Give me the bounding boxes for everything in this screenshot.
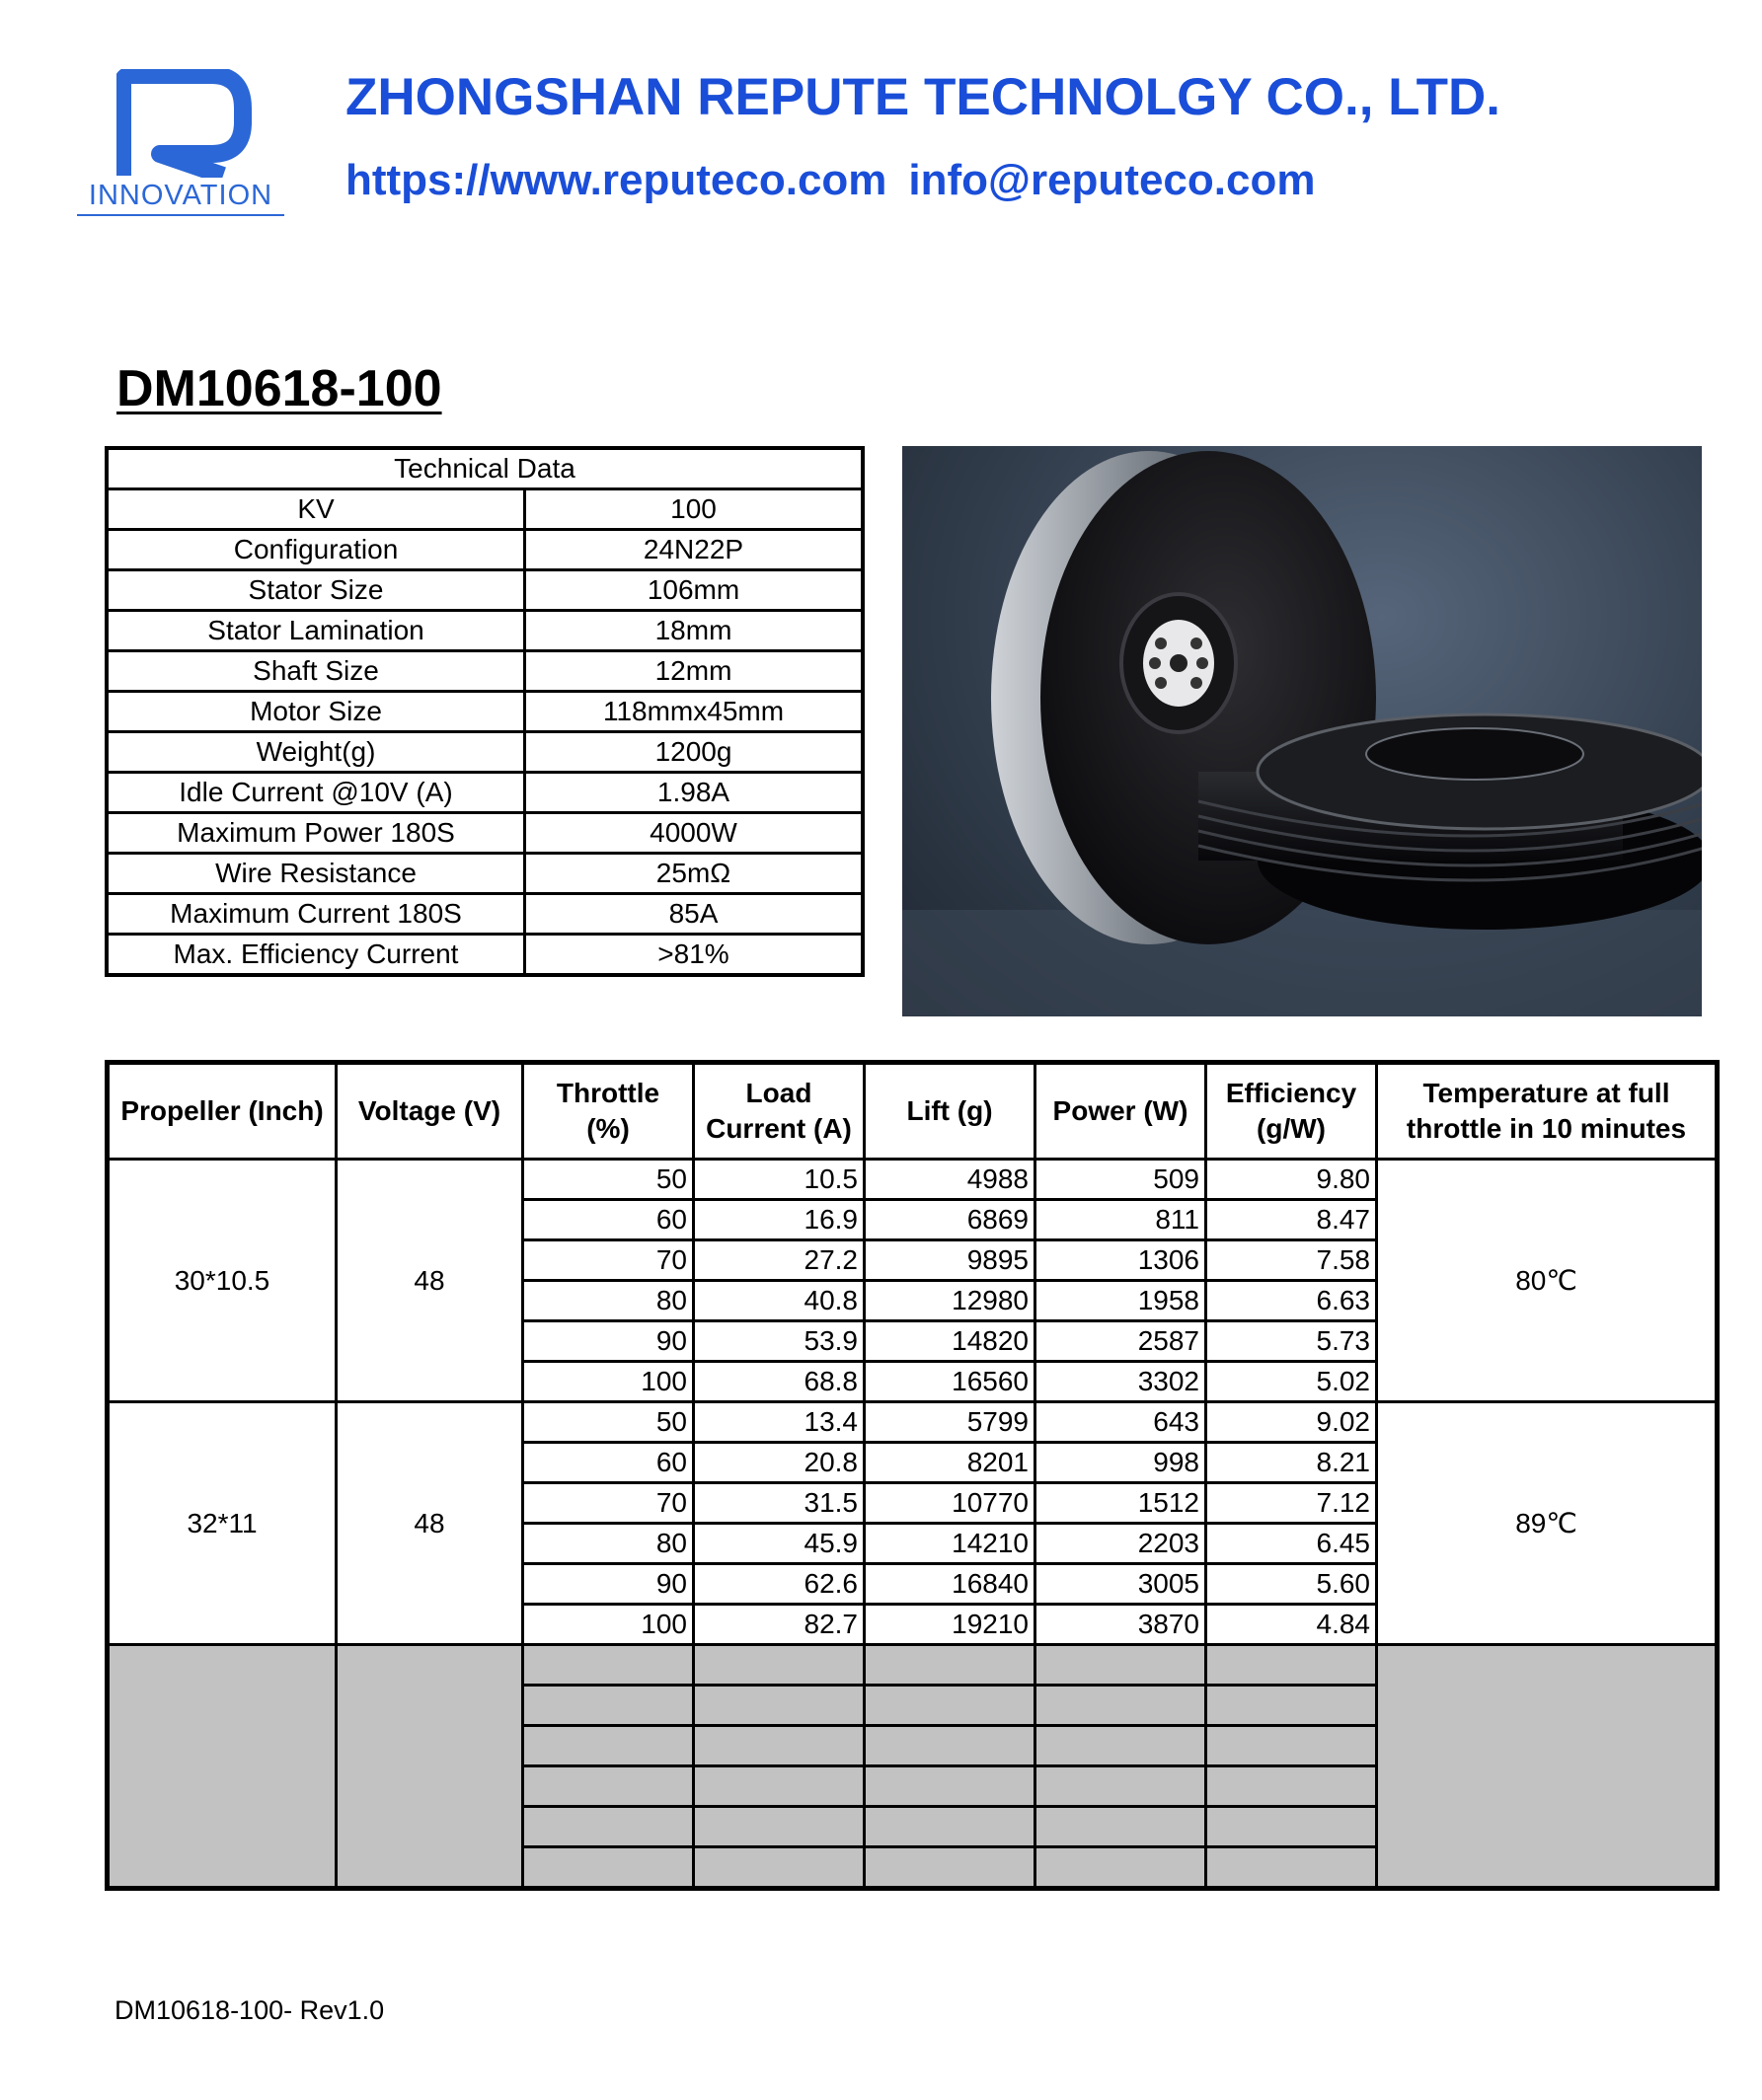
header-temperature — [1377, 1063, 1718, 1160]
efficiency-cell: 5.73 — [1206, 1321, 1377, 1362]
throttle-cell: 100 — [523, 1605, 694, 1645]
throttle-cell: 80 — [523, 1524, 694, 1564]
table-row — [108, 1402, 1718, 1443]
current-cell: 31.5 — [694, 1483, 865, 1524]
company-name: ZHONGSHAN REPUTE TECHNOLGY CO., LTD. — [345, 68, 1500, 126]
blank-cell — [1035, 1847, 1206, 1889]
blank-cell — [1206, 1847, 1377, 1889]
logo-text: INNOVATION — [77, 180, 284, 216]
blank-cell — [523, 1766, 694, 1807]
tech-label: Idle Current @10V (A) — [107, 773, 525, 813]
blank-cell — [694, 1766, 865, 1807]
table-row — [108, 1160, 1718, 1200]
tech-row — [107, 489, 863, 530]
blank-voltage-cell — [337, 1645, 523, 1889]
technical-data-title: Technical Data — [107, 448, 863, 489]
header-throttle-line2: (%) — [586, 1113, 630, 1144]
blank-cell — [865, 1847, 1035, 1889]
throttle-cell: 70 — [523, 1483, 694, 1524]
header-propeller: Propeller (Inch) — [108, 1063, 337, 1160]
tech-label: Stator Lamination — [107, 611, 525, 651]
header-eff-line1: Efficiency — [1225, 1077, 1357, 1108]
blank-temperature-cell — [1377, 1645, 1718, 1889]
current-cell: 68.8 — [694, 1362, 865, 1402]
lift-cell: 9895 — [865, 1240, 1035, 1281]
tech-label: Stator Size — [107, 570, 525, 611]
power-cell: 1958 — [1035, 1281, 1206, 1321]
throttle-cell: 90 — [523, 1321, 694, 1362]
current-cell: 62.6 — [694, 1564, 865, 1605]
header-throttle-line1: Throttle — [556, 1077, 660, 1108]
power-cell: 1306 — [1035, 1240, 1206, 1281]
header-eff-line2: (g/W) — [1257, 1113, 1326, 1144]
efficiency-cell: 4.84 — [1206, 1605, 1377, 1645]
efficiency-cell: 6.63 — [1206, 1281, 1377, 1321]
performance-header-row — [108, 1063, 1718, 1160]
tech-value: 18mm — [525, 611, 864, 651]
power-cell: 509 — [1035, 1160, 1206, 1200]
company-logo — [77, 69, 296, 227]
blank-row — [108, 1645, 1718, 1686]
blank-cell — [865, 1766, 1035, 1807]
efficiency-cell: 8.21 — [1206, 1443, 1377, 1483]
current-cell: 20.8 — [694, 1443, 865, 1483]
tech-label: Wire Resistance — [107, 854, 525, 894]
blank-propeller-cell — [108, 1645, 337, 1889]
blank-cell — [1206, 1807, 1377, 1847]
blank-cell — [1206, 1645, 1377, 1686]
efficiency-cell: 7.58 — [1206, 1240, 1377, 1281]
throttle-cell: 70 — [523, 1240, 694, 1281]
tech-value: 1200g — [525, 732, 864, 773]
header-temp-line1: Temperature at full — [1422, 1077, 1670, 1108]
blank-cell — [523, 1847, 694, 1889]
blank-cell — [694, 1726, 865, 1766]
power-cell: 643 — [1035, 1402, 1206, 1443]
throttle-cell: 100 — [523, 1362, 694, 1402]
efficiency-cell: 6.45 — [1206, 1524, 1377, 1564]
lift-cell: 19210 — [865, 1605, 1035, 1645]
tech-value: 4000W — [525, 813, 864, 854]
website-link[interactable]: https://www.reputeco.com — [345, 156, 887, 204]
throttle-cell: 50 — [523, 1160, 694, 1200]
blank-cell — [865, 1807, 1035, 1847]
power-cell: 998 — [1035, 1443, 1206, 1483]
header-power: Power (W) — [1035, 1063, 1206, 1160]
contact-line — [345, 156, 1315, 205]
tech-value: >81% — [525, 935, 864, 976]
blank-cell — [694, 1847, 865, 1889]
tech-row — [107, 570, 863, 611]
header-throttle — [523, 1063, 694, 1160]
efficiency-cell: 8.47 — [1206, 1200, 1377, 1240]
r-logo-icon — [116, 69, 255, 178]
current-cell: 40.8 — [694, 1281, 865, 1321]
throttle-cell: 60 — [523, 1200, 694, 1240]
power-cell: 811 — [1035, 1200, 1206, 1240]
lift-cell: 16840 — [865, 1564, 1035, 1605]
tech-value: 118mmx45mm — [525, 692, 864, 732]
current-cell: 10.5 — [694, 1160, 865, 1200]
motor-photo — [902, 446, 1702, 1016]
tech-value: 25mΩ — [525, 854, 864, 894]
header-efficiency — [1206, 1063, 1377, 1160]
blank-cell — [523, 1645, 694, 1686]
tech-row — [107, 894, 863, 935]
tech-row — [107, 854, 863, 894]
tech-value: 1.98A — [525, 773, 864, 813]
current-cell: 16.9 — [694, 1200, 865, 1240]
technical-data-table — [105, 446, 865, 977]
tech-row — [107, 935, 863, 976]
efficiency-cell: 7.12 — [1206, 1483, 1377, 1524]
propeller-cell: 32*11 — [108, 1402, 337, 1645]
blank-cell — [865, 1726, 1035, 1766]
lift-cell: 6869 — [865, 1200, 1035, 1240]
blank-cell — [523, 1807, 694, 1847]
blank-cell — [1035, 1686, 1206, 1726]
blank-cell — [1206, 1686, 1377, 1726]
throttle-cell: 60 — [523, 1443, 694, 1483]
voltage-cell: 48 — [337, 1402, 523, 1645]
efficiency-cell: 9.80 — [1206, 1160, 1377, 1200]
current-cell: 13.4 — [694, 1402, 865, 1443]
power-cell: 3005 — [1035, 1564, 1206, 1605]
current-cell: 27.2 — [694, 1240, 865, 1281]
header-load-line2: Current (A) — [706, 1113, 852, 1144]
blank-cell — [523, 1686, 694, 1726]
blank-cell — [1035, 1726, 1206, 1766]
tech-label: Configuration — [107, 530, 525, 570]
tech-value: 100 — [525, 489, 864, 530]
power-cell: 2587 — [1035, 1321, 1206, 1362]
throttle-cell: 50 — [523, 1402, 694, 1443]
blank-cell — [1035, 1645, 1206, 1686]
header-lift: Lift (g) — [865, 1063, 1035, 1160]
tech-value: 24N22P — [525, 530, 864, 570]
tech-row — [107, 651, 863, 692]
voltage-cell: 48 — [337, 1160, 523, 1402]
efficiency-cell: 5.60 — [1206, 1564, 1377, 1605]
throttle-cell: 90 — [523, 1564, 694, 1605]
current-cell: 53.9 — [694, 1321, 865, 1362]
header-load-line1: Load — [745, 1077, 812, 1108]
current-cell: 82.7 — [694, 1605, 865, 1645]
tech-label: Shaft Size — [107, 651, 525, 692]
lift-cell: 14820 — [865, 1321, 1035, 1362]
throttle-cell: 80 — [523, 1281, 694, 1321]
efficiency-cell: 9.02 — [1206, 1402, 1377, 1443]
tech-value: 12mm — [525, 651, 864, 692]
tech-value: 85A — [525, 894, 864, 935]
header-temp-line2: throttle in 10 minutes — [1406, 1113, 1687, 1144]
blank-cell — [865, 1645, 1035, 1686]
tech-label: Motor Size — [107, 692, 525, 732]
tech-row — [107, 692, 863, 732]
power-cell: 3870 — [1035, 1605, 1206, 1645]
blank-cell — [1035, 1766, 1206, 1807]
tech-label: Weight(g) — [107, 732, 525, 773]
performance-table — [105, 1060, 1720, 1891]
lift-cell: 16560 — [865, 1362, 1035, 1402]
tech-row — [107, 813, 863, 854]
blank-cell — [865, 1686, 1035, 1726]
current-cell: 45.9 — [694, 1524, 865, 1564]
revision-footer: DM10618-100- Rev1.0 — [115, 1995, 385, 2025]
blank-cell — [694, 1807, 865, 1847]
blank-cell — [1206, 1766, 1377, 1807]
lift-cell: 14210 — [865, 1524, 1035, 1564]
lift-cell: 8201 — [865, 1443, 1035, 1483]
tech-label: Max. Efficiency Current — [107, 935, 525, 976]
tech-row — [107, 732, 863, 773]
tech-row — [107, 611, 863, 651]
tech-row — [107, 773, 863, 813]
blank-cell — [1206, 1726, 1377, 1766]
header-voltage: Voltage (V) — [337, 1063, 523, 1160]
blank-cell — [694, 1686, 865, 1726]
header-load-current — [694, 1063, 865, 1160]
tech-value: 106mm — [525, 570, 864, 611]
propeller-cell: 30*10.5 — [108, 1160, 337, 1402]
blank-cell — [523, 1726, 694, 1766]
power-cell: 1512 — [1035, 1483, 1206, 1524]
model-title: DM10618-100 — [116, 360, 442, 417]
blank-cell — [1035, 1807, 1206, 1847]
motor-image — [902, 446, 1702, 1016]
temperature-cell: 89℃ — [1377, 1402, 1718, 1645]
lift-cell: 10770 — [865, 1483, 1035, 1524]
tech-label: Maximum Power 180S — [107, 813, 525, 854]
lift-cell: 4988 — [865, 1160, 1035, 1200]
lift-cell: 12980 — [865, 1281, 1035, 1321]
tech-row — [107, 530, 863, 570]
tech-label: KV — [107, 489, 525, 530]
blank-cell — [694, 1645, 865, 1686]
email-link[interactable]: info@reputeco.com — [908, 156, 1316, 204]
lift-cell: 5799 — [865, 1402, 1035, 1443]
temperature-cell: 80℃ — [1377, 1160, 1718, 1402]
power-cell: 2203 — [1035, 1524, 1206, 1564]
tech-label: Maximum Current 180S — [107, 894, 525, 935]
power-cell: 3302 — [1035, 1362, 1206, 1402]
efficiency-cell: 5.02 — [1206, 1362, 1377, 1402]
